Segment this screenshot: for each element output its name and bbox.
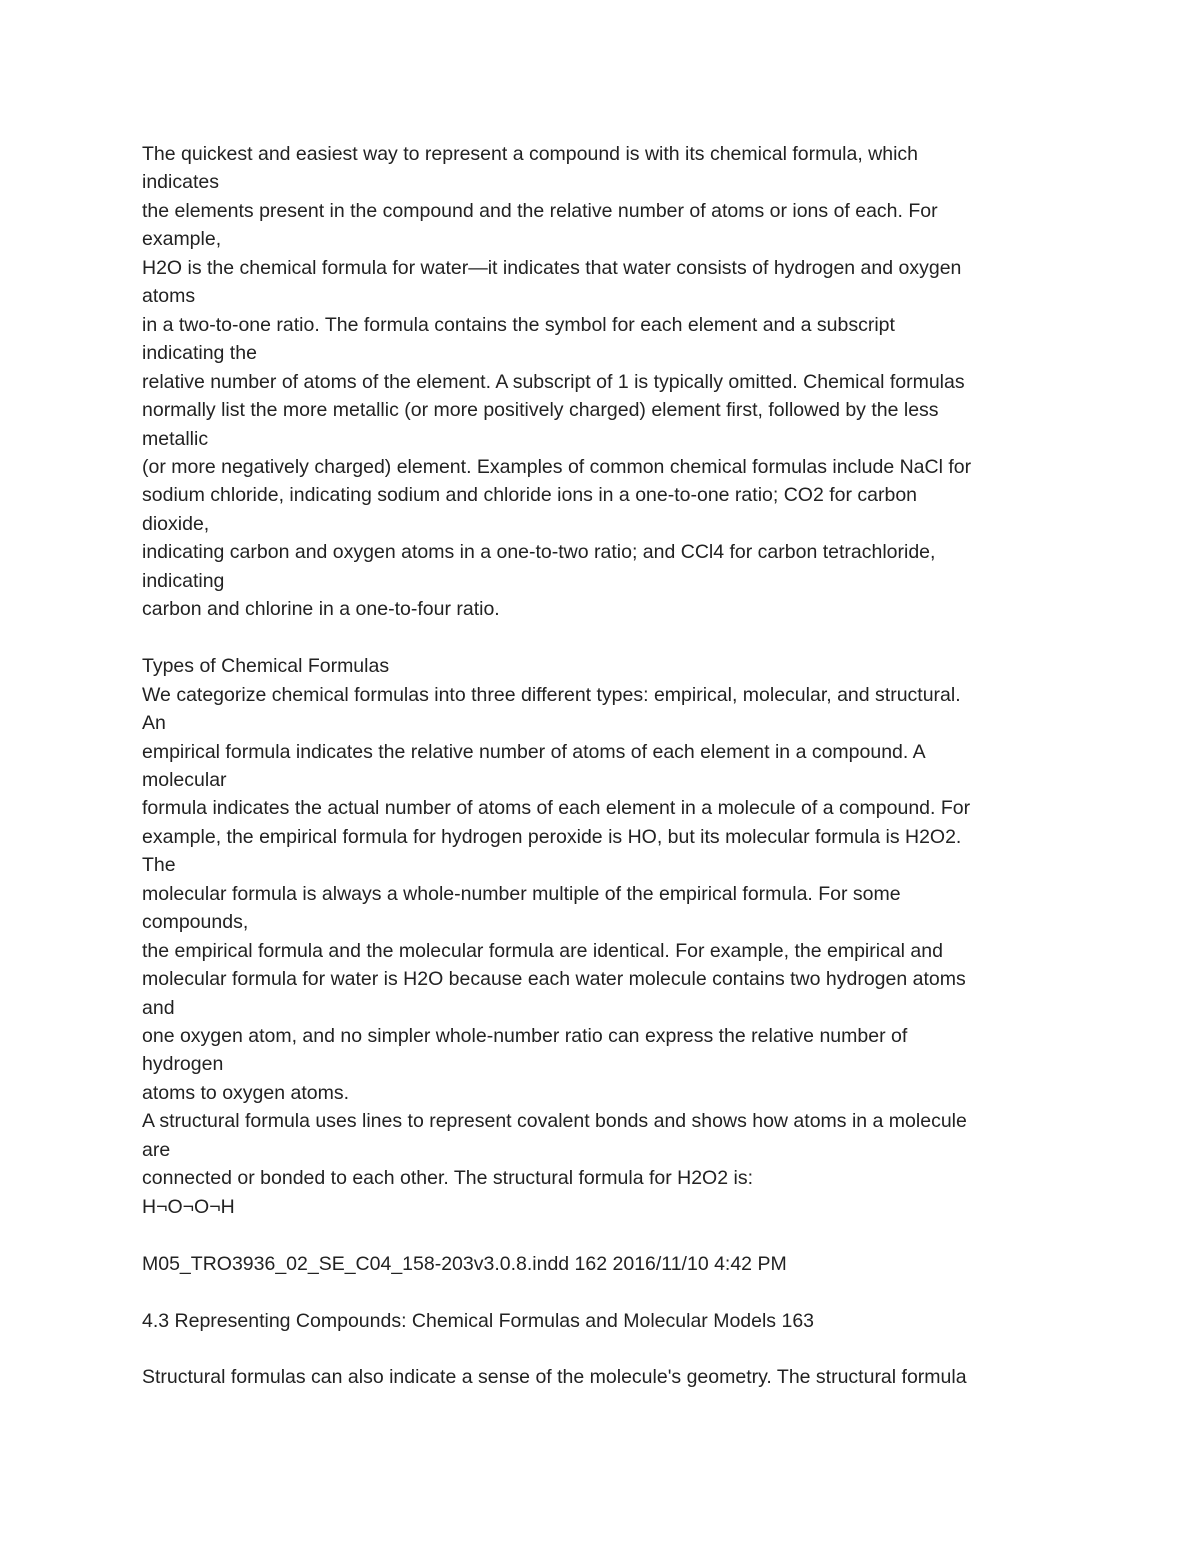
text-line: are xyxy=(142,1138,171,1161)
text-line: indicates xyxy=(142,171,219,194)
text-line: H2O is the chemical formula for water—it indicates that water consists of hydrogen and oxygen xyxy=(142,256,962,279)
text-line: connected or bonded to each other. The structural formula for H2O2 is: xyxy=(142,1167,753,1190)
document-body xyxy=(142,140,1102,1392)
text-line: compounds, xyxy=(142,911,249,934)
text-line: and xyxy=(142,996,175,1019)
blank-line xyxy=(142,1221,1102,1249)
text-line: The xyxy=(142,854,176,877)
text-line: dioxide, xyxy=(142,512,210,535)
text-line: 4.3 Representing Compounds: Chemical Formulas and Molecular Models 163 xyxy=(142,1309,815,1332)
text-line: molecular formula for water is H2O because each water molecule contains two hydrogen atoms xyxy=(142,968,966,991)
text-line: H¬O¬O¬H xyxy=(142,1195,235,1218)
text-line: empirical formula indicates the relative number of atoms of each element in a compound. A xyxy=(142,740,926,763)
text-line: Types of Chemical Formulas xyxy=(142,655,390,678)
text-line: indicating the xyxy=(142,342,257,365)
text-line: example, the empirical formula for hydrogen peroxide is HO, but its molecular formula is H2O2. xyxy=(142,825,962,848)
text-line: We categorize chemical formulas into three different types: empirical, molecular, and structural. xyxy=(142,683,961,706)
text-line: atoms to oxygen atoms. xyxy=(142,1081,350,1104)
text-line: metallic xyxy=(142,427,209,450)
text-line: the elements present in the compound and the relative number of atoms or ions of each. For xyxy=(142,199,938,222)
text-line: relative number of atoms of the element. A subscript of 1 is typically omitted. Chemical formulas xyxy=(142,370,965,393)
text-line: the empirical formula and the molecular formula are identical. For example, the empirical and xyxy=(142,939,943,962)
text-line: Structural formulas can also indicate a sense of the molecule's geometry. The structural formula xyxy=(142,1366,967,1389)
text-line: M05_TRO3936_02_SE_C04_158-203v3.0.8.indd 162 2016/11/10 4:42 PM xyxy=(142,1252,787,1275)
blank-line xyxy=(142,624,1102,652)
text-line: The quickest and easiest way to represent a compound is with its chemical formula, which xyxy=(142,143,919,165)
text-line: in a two-to-one ratio. The formula contains the symbol for each element and a subscript xyxy=(142,313,895,336)
text-line: formula indicates the actual number of atoms of each element in a molecule of a compound. For xyxy=(142,797,971,820)
text-line: one oxygen atom, and no simpler whole-number ratio can express the relative number of xyxy=(142,1025,908,1048)
text-line: An xyxy=(142,712,166,735)
text-line: molecular formula is always a whole-number multiple of the empirical formula. For some xyxy=(142,882,901,905)
blank-line xyxy=(142,1278,1102,1306)
text-line: example, xyxy=(142,228,222,251)
text-line: atoms xyxy=(142,285,196,308)
text-line: hydrogen xyxy=(142,1053,224,1076)
text-line: (or more negatively charged) element. Examples of common chemical formulas include NaCl for xyxy=(142,455,972,478)
text-line: indicating carbon and oxygen atoms in a one-to-two ratio; and CCl4 for carbon tetrachloride, xyxy=(142,541,936,564)
text-line: normally list the more metallic (or more positively charged) element first, followed by the less xyxy=(142,399,939,422)
text-line: sodium chloride, indicating sodium and chloride ions in a one-to-one ratio; CO2 for carbon xyxy=(142,484,918,507)
text-line: carbon and chlorine in a one-to-four ratio. xyxy=(142,598,500,621)
text-line: molecular xyxy=(142,768,227,791)
text-line: A structural formula uses lines to represent covalent bonds and shows how atoms in a molecule xyxy=(142,1110,967,1133)
text-line: indicating xyxy=(142,569,225,592)
blank-line xyxy=(142,1335,1102,1363)
